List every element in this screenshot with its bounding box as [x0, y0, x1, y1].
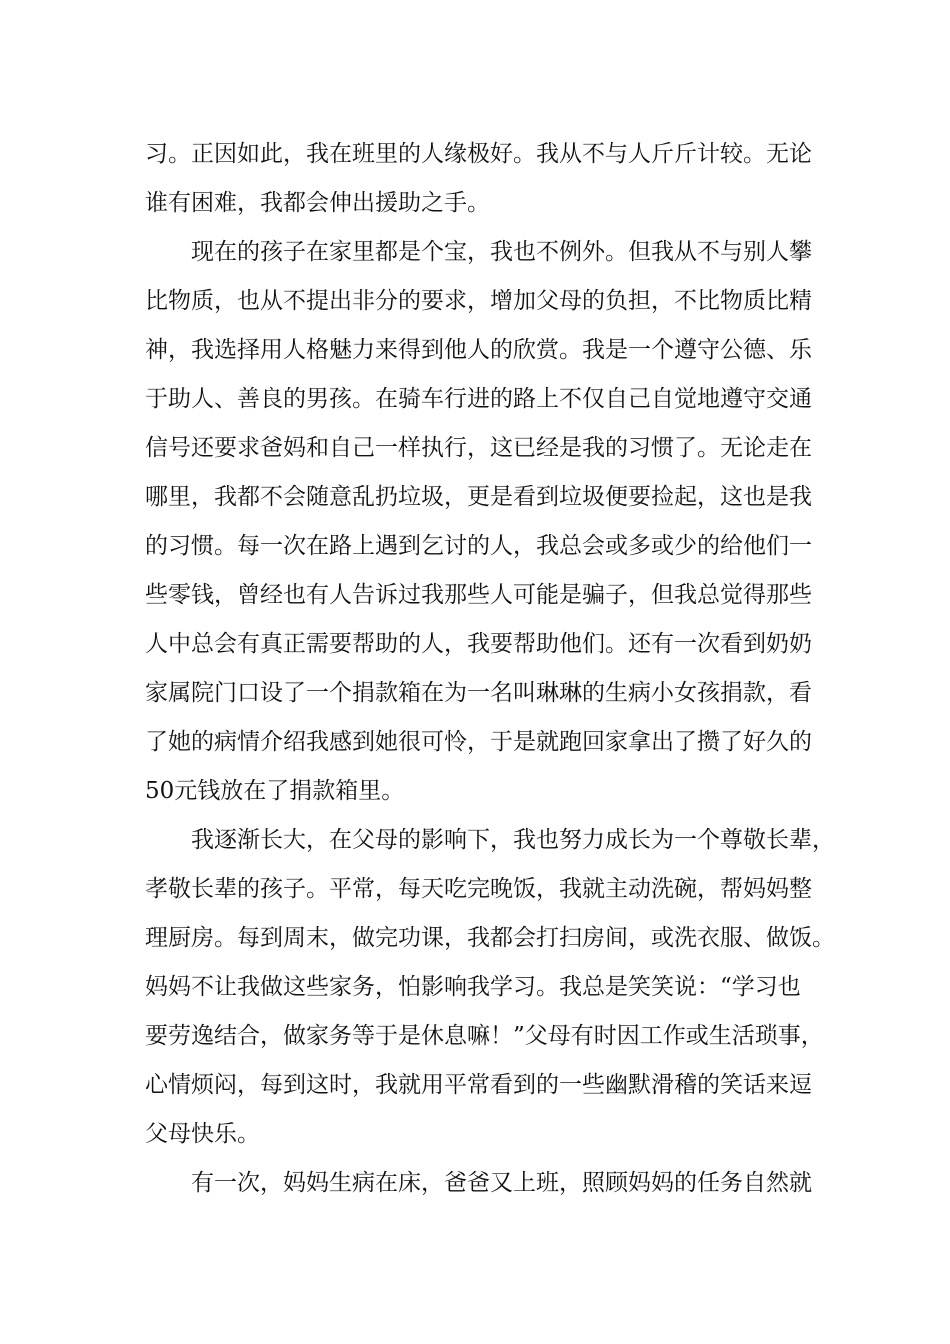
text-line: 神，我选择用人格魅力来得到他人的欣赏。我是一个遵守公德、乐: [145, 337, 812, 363]
text-line: 心情烦闷，每到这时，我就用平常看到的一些幽默滑稽的笑话来逗: [145, 1072, 812, 1098]
text-line: 比物质，也从不提出非分的要求，增加父母的负担，不比物质比精: [145, 288, 812, 314]
paragraph-continuation: [145, 130, 835, 228]
body-text: [145, 130, 835, 1208]
text-line: 家属院门口设了一个捐款箱在为一名叫琳琳的生病小女孩捐款，看: [145, 680, 812, 706]
text-line: 有一次，妈妈生病在床，爸爸又上班，照顾妈妈的任务自然就: [191, 1170, 812, 1196]
text-line: 现在的孩子在家里都是个宝，我也不例外。但我从不与别人攀: [191, 239, 812, 265]
text-line: 些零钱，曾经也有人告诉过我那些人可能是骗子，但我总觉得那些: [145, 582, 812, 608]
text-line: 妈妈不让我做这些家务，怕影响我学习。我总是笑笑说：“学习也: [145, 974, 801, 1000]
text-line: 习。正因如此，我在班里的人缘极好。我从不与人斤斤计较。无论: [145, 141, 812, 167]
text-line: 了她的病情介绍我感到她很可怜，于是就跑回家拿出了攒了好久的: [145, 729, 812, 755]
paragraph: [145, 816, 835, 1159]
text-line: 要劳逸结合，做家务等于是休息嘛！”父母有时因工作或生活琐事，: [145, 1023, 824, 1049]
text-line: 于助人、善良的男孩。在骑车行进的路上不仅自己自觉地遵守交通: [145, 386, 812, 412]
text-line: 信号还要求爸妈和自己一样执行，这已经是我的习惯了。无论走在: [145, 435, 812, 461]
text-line: 哪里，我都不会随意乱扔垃圾，更是看到垃圾便要捡起，这也是我: [145, 484, 812, 510]
text-line: 父母快乐。: [145, 1121, 260, 1147]
text-line: 理厨房。每到周末，做完功课，我都会打扫房间，或洗衣服、做饭。: [145, 925, 835, 951]
paragraph: [145, 228, 835, 816]
text-line: 50元钱放在了捐款箱里。: [145, 778, 405, 804]
text-line: 人中总会有真正需要帮助的人，我要帮助他们。还有一次看到奶奶: [145, 631, 812, 657]
text-line: 谁有困难，我都会伸出援助之手。: [145, 190, 490, 216]
text-line: 的习惯。每一次在路上遇到乞讨的人，我总会或多或少的给他们一: [145, 533, 812, 559]
text-line: 我逐渐长大，在父母的影响下，我也努力成长为一个尊敬长辈，: [191, 827, 835, 853]
text-line: 孝敬长辈的孩子。平常，每天吃完晚饭，我就主动洗碗，帮妈妈整: [145, 876, 812, 902]
paragraph: [145, 1159, 835, 1208]
